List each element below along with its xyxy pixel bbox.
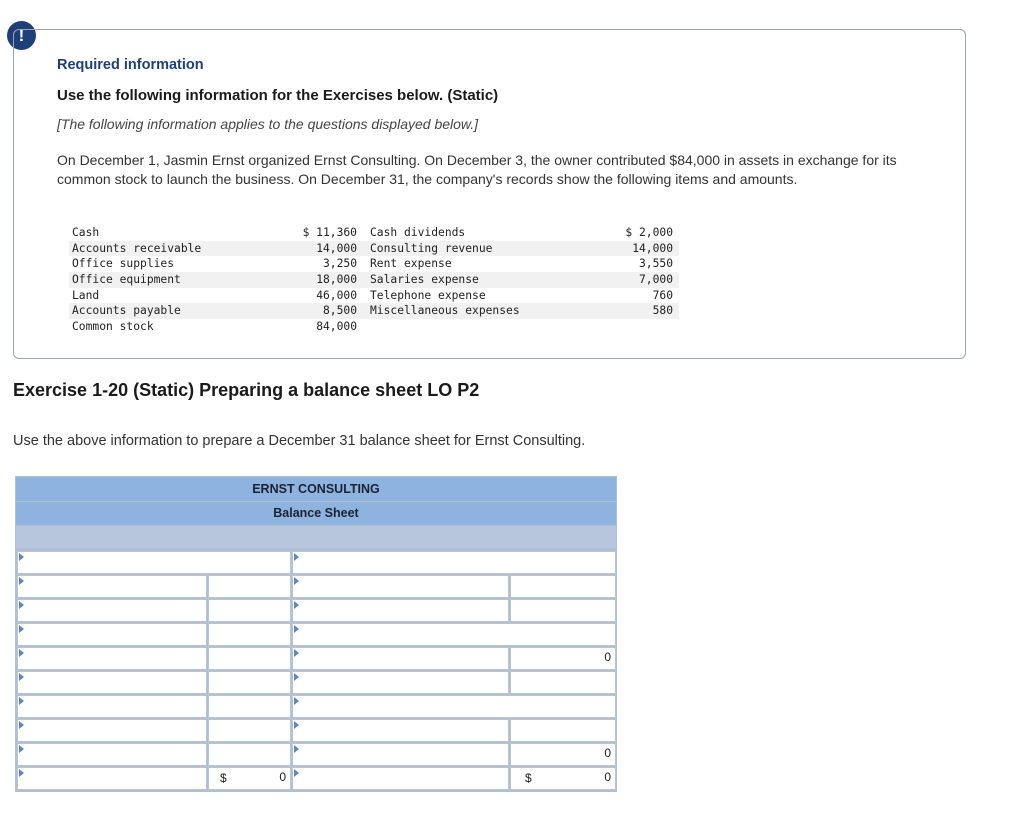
info-paragraph: On December 1, Jasmin Ernst organized Ernst Consulting. On December 3, the owner contributed $84,000 in assets in exchange for its common stock to launch the business. On December 31, the company's records show the following items and amounts.	[57, 152, 897, 187]
account-row	[69, 303, 679, 319]
dropdown-indicator-icon	[294, 745, 299, 753]
currency-symbol: $	[220, 771, 227, 785]
account-name-2: Miscellaneous expenses	[370, 304, 520, 318]
account-amount-2: 14,000	[632, 241, 673, 255]
account-row	[69, 319, 679, 335]
asset-account-input[interactable]	[17, 599, 207, 622]
account-amount: 3,250	[322, 257, 357, 271]
accounts-table	[69, 225, 679, 335]
statement-title-header: Balance Sheet	[16, 502, 616, 525]
asset-amount-input[interactable]	[208, 671, 291, 694]
account-row	[69, 288, 679, 304]
liability-account-input[interactable]	[292, 671, 509, 694]
equity-section-input[interactable]	[292, 623, 616, 646]
asset-amount-input[interactable]	[208, 599, 291, 622]
asset-amount-input[interactable]	[208, 767, 291, 790]
account-name-2: Telephone expense	[370, 288, 486, 302]
asset-account-input[interactable]	[17, 647, 207, 670]
liability-amount-input[interactable]	[510, 743, 616, 766]
account-row	[69, 241, 679, 257]
account-amount: 84,000	[316, 320, 357, 334]
dropdown-indicator-icon	[19, 697, 24, 705]
dropdown-indicator-icon	[294, 673, 299, 681]
dropdown-indicator-icon	[294, 601, 299, 609]
asset-account-input[interactable]	[17, 695, 207, 718]
dropdown-indicator-icon	[294, 577, 299, 585]
alert-icon: !	[7, 21, 36, 50]
account-name-2: Rent expense	[370, 257, 452, 271]
asset-amount-input[interactable]	[208, 575, 291, 598]
info-note: [The following information applies to the questions displayed below.]	[57, 116, 479, 132]
balance-sheet-worksheet	[15, 476, 617, 792]
account-name: Cash	[72, 226, 100, 239]
asset-amount-input[interactable]	[208, 647, 291, 670]
dropdown-indicator-icon	[294, 625, 299, 633]
account-row	[69, 272, 679, 288]
asset-account-input[interactable]	[17, 719, 207, 742]
liabilities-heading-input[interactable]	[292, 551, 616, 574]
assets-heading-input[interactable]	[17, 551, 291, 574]
asset-amount-input[interactable]	[208, 623, 291, 646]
liability-account-input[interactable]	[292, 743, 509, 766]
exercise-title: Exercise 1-20 (Static) Preparing a balance sheet LO P2	[13, 380, 480, 400]
liability-account-input[interactable]	[292, 647, 509, 670]
asset-amount-input[interactable]	[208, 719, 291, 742]
dropdown-indicator-icon	[19, 769, 24, 777]
total-assets-value: 0	[279, 770, 286, 784]
dropdown-indicator-icon	[19, 673, 24, 681]
liability-account-input[interactable]	[292, 599, 509, 622]
equity-section-input[interactable]	[292, 695, 616, 718]
account-amount-2: 3,550	[638, 257, 673, 271]
account-name-2: Cash dividends	[370, 226, 466, 239]
dropdown-indicator-icon	[19, 601, 24, 609]
required-information-box	[13, 29, 966, 359]
dropdown-indicator-icon	[19, 745, 24, 753]
required-information-label: Required information	[57, 57, 204, 73]
dropdown-indicator-icon	[294, 769, 299, 777]
dropdown-indicator-icon	[294, 553, 299, 561]
liability-amount-input[interactable]	[510, 647, 616, 670]
asset-account-input[interactable]	[17, 743, 207, 766]
amount-value: 0	[604, 770, 611, 784]
liability-account-input[interactable]	[292, 575, 509, 598]
currency-symbol: $	[525, 771, 532, 785]
amount-value: 0	[604, 746, 611, 760]
account-amount: 14,000	[316, 241, 357, 255]
account-row	[69, 256, 679, 272]
account-amount: $ 11,360	[302, 226, 357, 239]
dropdown-indicator-icon	[19, 625, 24, 633]
exercise-instruction: Use the above information to prepare a December 31 balance sheet for Ernst Consulting.	[13, 433, 586, 449]
asset-account-input[interactable]	[17, 767, 207, 790]
account-amount: 46,000	[316, 288, 357, 302]
account-row	[69, 225, 679, 241]
dropdown-indicator-icon	[19, 553, 24, 561]
account-name: Common stock	[72, 320, 154, 334]
asset-account-input[interactable]	[17, 575, 207, 598]
liability-account-input[interactable]	[292, 719, 509, 742]
account-amount: 8,500	[322, 304, 357, 318]
asset-account-input[interactable]	[17, 623, 207, 646]
asset-amount-input[interactable]	[208, 743, 291, 766]
account-amount-2: 7,000	[638, 273, 673, 287]
date-header-row	[16, 526, 616, 548]
liability-account-input[interactable]	[292, 767, 509, 790]
account-name-2: Salaries expense	[370, 273, 479, 287]
dropdown-indicator-icon	[19, 577, 24, 585]
asset-account-input[interactable]	[17, 671, 207, 694]
dropdown-indicator-icon	[19, 721, 24, 729]
amount-value: 0	[604, 650, 611, 664]
company-name-header: ERNST CONSULTING	[16, 477, 616, 501]
account-amount-2: 760	[652, 288, 673, 302]
account-amount: 18,000	[316, 273, 357, 287]
dropdown-indicator-icon	[294, 697, 299, 705]
dropdown-indicator-icon	[294, 721, 299, 729]
account-amount-2: 580	[652, 304, 673, 318]
asset-amount-input[interactable]	[208, 695, 291, 718]
account-amount-2: $ 2,000	[625, 226, 673, 239]
liability-amount-input[interactable]	[510, 599, 616, 622]
liability-amount-input[interactable]	[510, 719, 616, 742]
account-name: Accounts receivable	[72, 241, 202, 255]
dropdown-indicator-icon	[294, 649, 299, 657]
liability-amount-input[interactable]	[510, 575, 616, 598]
dropdown-indicator-icon	[19, 649, 24, 657]
liability-amount-input[interactable]	[510, 767, 616, 790]
account-name: Office equipment	[72, 273, 181, 287]
liability-amount-input[interactable]	[510, 671, 616, 694]
account-name: Office supplies	[72, 257, 175, 271]
account-name-2: Consulting revenue	[370, 241, 493, 255]
account-name: Accounts payable	[72, 304, 181, 318]
account-name: Land	[72, 288, 100, 302]
info-heading: Use the following information for the Exercises below. (Static)	[57, 87, 499, 104]
